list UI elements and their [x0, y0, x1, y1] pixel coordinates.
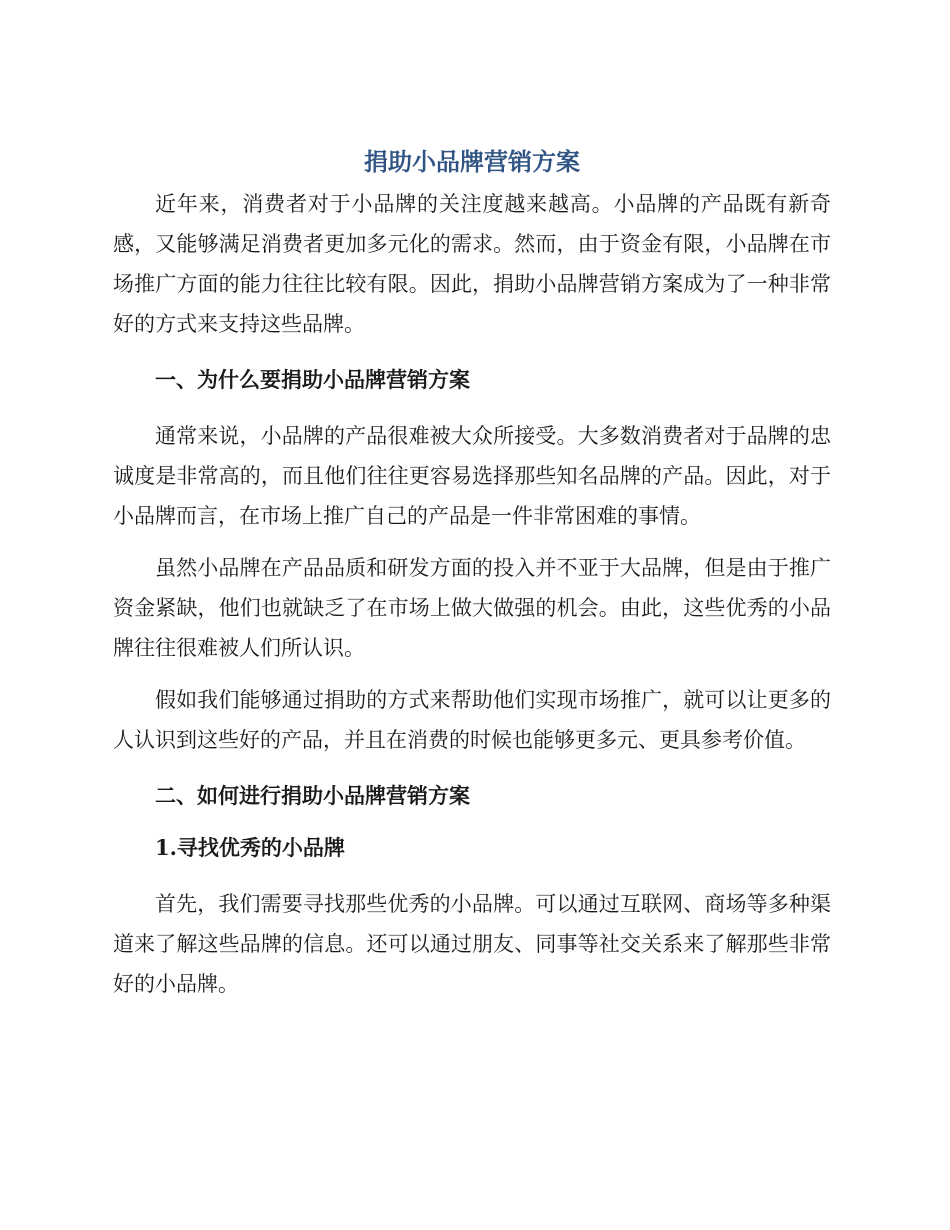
section2-heading: 二、如何进行捐助小品牌营销方案: [155, 783, 470, 808]
section1-paragraph: 通常来说，小品牌的产品很难被大众所接受。大多数消费者对于品牌的忠诚度是非常高的，而且他们往往更容易选择那些知名品牌的产品。因此，对于小品牌而言，在市场上推广自己的产品是一件非常困难的事情。: [113, 424, 831, 528]
document-title: 捐助小品牌营销方案: [364, 148, 580, 176]
subsection1-paragraph: 首先，我们需要寻找那些优秀的小品牌。可以通过互联网、商场等多种渠道来了解这些品牌的信息。还可以通过朋友、同事等社交关系来了解那些非常好的小品牌。: [113, 892, 831, 996]
intro-paragraph: 近年来，消费者对于小品牌的关注度越来越高。小品牌的产品既有新奇感，又能够满足消费者更加多元化的需求。然而，由于资金有限，小品牌在市场推广方面的能力往往比较有限。因此，捐助小品牌营销方案成为了一种非常好的方式来支持这些品牌。: [113, 192, 831, 336]
section1-heading: 一、为什么要捐助小品牌营销方案: [155, 367, 470, 392]
subsection1-heading: 1.寻找优秀的小品牌: [155, 835, 345, 860]
section1-paragraph: 假如我们能够通过捐助的方式来帮助他们实现市场推广，就可以让更多的人认识到这些好的产品，并且在消费的时候也能够更多元、更具参考价值。: [113, 688, 831, 752]
section1-paragraph: 虽然小品牌在产品品质和研发方面的投入并不亚于大品牌，但是由于推广资金紧缺，他们也就缺乏了在市场上做大做强的机会。由此，这些优秀的小品牌往往很难被人们所认识。: [113, 556, 831, 660]
document-page: [113, 140, 831, 1004]
